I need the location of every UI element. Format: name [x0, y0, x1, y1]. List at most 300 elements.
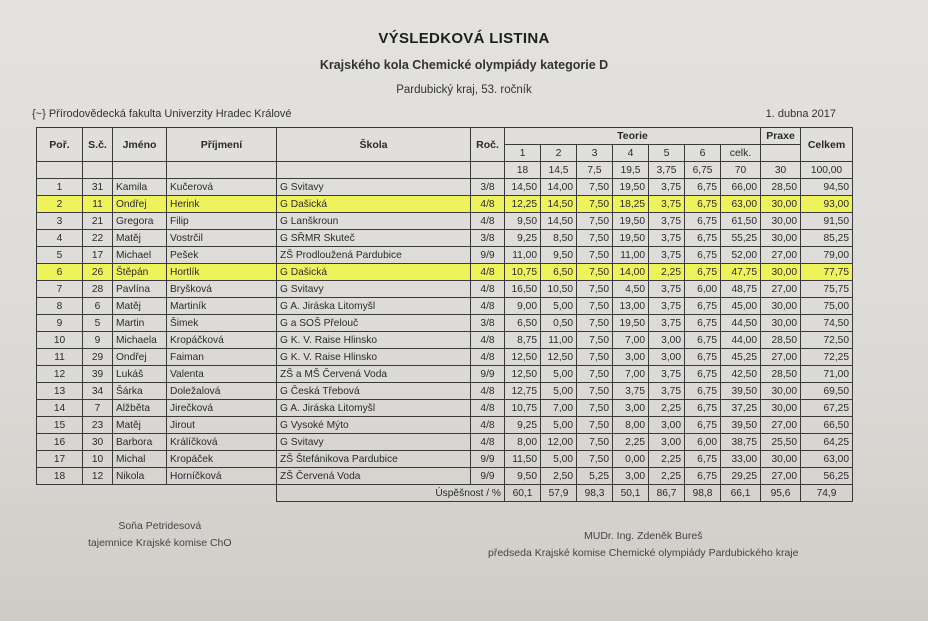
cell-score: 6,00	[685, 281, 721, 298]
cell-sc: 34	[83, 383, 113, 400]
header-theory-sum: celk.	[721, 145, 761, 162]
cell-score: 6,75	[685, 349, 721, 366]
cell-score: 9,00	[505, 298, 541, 315]
cell-score: 6,75	[685, 417, 721, 434]
header-task-2: 2	[541, 145, 577, 162]
cell-last: Hortlík	[167, 264, 277, 281]
cell-score: 5,00	[541, 298, 577, 315]
signature-left-role: tajemnice Krajské komise ChO	[88, 537, 232, 549]
cell-score: 14,00	[541, 179, 577, 196]
header-sc: S.č.	[83, 128, 113, 162]
cell-school: ZŠ Červená Voda	[277, 468, 471, 485]
cell-score: 56,25	[801, 468, 853, 485]
cell-score: 6,75	[685, 264, 721, 281]
cell-year: 9/9	[471, 366, 505, 383]
cell-score: 19,50	[613, 179, 649, 196]
table-header-row	[37, 128, 853, 145]
cell-year: 3/8	[471, 315, 505, 332]
cell-score: 42,50	[721, 366, 761, 383]
success-blank	[37, 485, 277, 502]
cell-score: 45,00	[721, 298, 761, 315]
cell-score: 6,75	[685, 179, 721, 196]
cell-score: 7,50	[577, 400, 613, 417]
cell-school: ZŠ Prodloužená Pardubice	[277, 247, 471, 264]
cell-score: 30,00	[761, 400, 801, 417]
cell-school: G a SOŠ Přelouč	[277, 315, 471, 332]
header-last-name: Příjmení	[167, 128, 277, 162]
cell-rank: 18	[37, 468, 83, 485]
cell-score: 7,50	[577, 264, 613, 281]
cell-sc: 10	[83, 451, 113, 468]
cell-rank: 10	[37, 332, 83, 349]
cell-school: G K. V. Raise Hlinsko	[277, 332, 471, 349]
cell-rank: 6	[37, 264, 83, 281]
success-cell: 60,1	[505, 485, 541, 502]
cell-first: Matěj	[113, 417, 167, 434]
cell-score: 3,75	[649, 247, 685, 264]
cell-score: 71,00	[801, 366, 853, 383]
cell-school: ZŠ a MŠ Červená Voda	[277, 366, 471, 383]
cell-score: 9,25	[505, 417, 541, 434]
header-task-5: 5	[649, 145, 685, 162]
cell-sc: 28	[83, 281, 113, 298]
cell-school: G A. Jiráska Litomyšl	[277, 298, 471, 315]
cell-score: 3,75	[649, 383, 685, 400]
cell-score: 6,75	[685, 315, 721, 332]
table-row	[37, 247, 853, 264]
cell-score: 9,50	[505, 213, 541, 230]
cell-last: Kučerová	[167, 179, 277, 196]
cell-score: 37,25	[721, 400, 761, 417]
cell-first: Ondřej	[113, 349, 167, 366]
table-row	[37, 213, 853, 230]
cell-year: 9/9	[471, 468, 505, 485]
cell-score: 30,00	[761, 264, 801, 281]
maxima-cell: 6,75	[685, 162, 721, 179]
cell-score: 33,00	[721, 451, 761, 468]
cell-rank: 2	[37, 196, 83, 213]
cell-score: 7,50	[577, 383, 613, 400]
cell-score: 79,00	[801, 247, 853, 264]
cell-school: G Svitavy	[277, 179, 471, 196]
cell-sc: 26	[83, 264, 113, 281]
cell-last: Valenta	[167, 366, 277, 383]
cell-score: 7,50	[577, 281, 613, 298]
cell-score: 7,00	[613, 332, 649, 349]
cell-sc: 21	[83, 213, 113, 230]
cell-school: G Svitavy	[277, 434, 471, 451]
cell-score: 5,00	[541, 417, 577, 434]
cell-score: 44,50	[721, 315, 761, 332]
cell-score: 28,50	[761, 179, 801, 196]
cell-sc: 31	[83, 179, 113, 196]
cell-score: 6,75	[685, 366, 721, 383]
page-title: VÝSLEDKOVÁ LISTINA	[378, 30, 550, 47]
date-line: 1. dubna 2017	[765, 108, 836, 120]
cell-score: 6,50	[505, 315, 541, 332]
cell-score: 14,50	[505, 179, 541, 196]
maxima-cell: 14,5	[541, 162, 577, 179]
cell-score: 2,25	[649, 468, 685, 485]
header-theory: Teorie	[505, 128, 761, 145]
cell-score: 3,75	[649, 230, 685, 247]
table-row	[37, 230, 853, 247]
cell-year: 4/8	[471, 383, 505, 400]
cell-score: 27,00	[761, 349, 801, 366]
cell-first: Štěpán	[113, 264, 167, 281]
cell-score: 2,25	[649, 400, 685, 417]
signature-right-role: předseda Krajské komise Chemické olympiády Pardubického kraje	[488, 547, 799, 559]
cell-score: 25,50	[761, 434, 801, 451]
cell-score: 2,50	[541, 468, 577, 485]
page-subtitle: Krajského kola Chemické olympiády kategorie D	[319, 58, 609, 72]
cell-first: Gregora	[113, 213, 167, 230]
cell-rank: 9	[37, 315, 83, 332]
cell-score: 3,00	[649, 434, 685, 451]
results-body	[37, 179, 853, 485]
cell-score: 72,25	[801, 349, 853, 366]
cell-rank: 14	[37, 400, 83, 417]
cell-score: 6,75	[685, 332, 721, 349]
results-table	[36, 127, 853, 502]
cell-score: 5,00	[541, 383, 577, 400]
cell-score: 6,00	[685, 434, 721, 451]
cell-score: 77,75	[801, 264, 853, 281]
maxima-cell: 70	[721, 162, 761, 179]
cell-score: 5,25	[577, 468, 613, 485]
cell-last: Jirečková	[167, 400, 277, 417]
cell-score: 8,50	[541, 230, 577, 247]
cell-score: 3,00	[613, 400, 649, 417]
success-cell: 86,7	[649, 485, 685, 502]
maxima-blank	[471, 162, 505, 179]
cell-score: 66,50	[801, 417, 853, 434]
cell-score: 6,75	[685, 451, 721, 468]
cell-first: Martin	[113, 315, 167, 332]
cell-last: Šimek	[167, 315, 277, 332]
cell-score: 6,75	[685, 230, 721, 247]
cell-first: Nikola	[113, 468, 167, 485]
cell-score: 85,25	[801, 230, 853, 247]
cell-year: 4/8	[471, 196, 505, 213]
table-row	[37, 383, 853, 400]
cell-score: 44,00	[721, 332, 761, 349]
table-row	[37, 434, 853, 451]
maxima-cell: 7,5	[577, 162, 613, 179]
cell-score: 27,00	[761, 417, 801, 434]
cell-year: 4/8	[471, 264, 505, 281]
cell-score: 11,00	[505, 247, 541, 264]
cell-score: 3,00	[613, 349, 649, 366]
header-task-4: 4	[613, 145, 649, 162]
cell-score: 28,50	[761, 366, 801, 383]
maxima-cell: 19,5	[613, 162, 649, 179]
cell-score: 39,50	[721, 417, 761, 434]
cell-sc: 11	[83, 196, 113, 213]
cell-first: Matěj	[113, 230, 167, 247]
cell-score: 6,75	[685, 400, 721, 417]
cell-score: 2,25	[649, 451, 685, 468]
cell-score: 30,00	[761, 213, 801, 230]
cell-score: 6,75	[685, 468, 721, 485]
cell-school: G Svitavy	[277, 281, 471, 298]
cell-score: 9,25	[505, 230, 541, 247]
cell-sc: 5	[83, 315, 113, 332]
cell-school: G Vysoké Mýto	[277, 417, 471, 434]
cell-score: 2,25	[613, 434, 649, 451]
cell-score: 12,50	[505, 349, 541, 366]
maxima-blank	[277, 162, 471, 179]
cell-score: 3,75	[649, 298, 685, 315]
cell-school: G Lanškroun	[277, 213, 471, 230]
header-rank: Poř.	[37, 128, 83, 162]
cell-score: 6,50	[541, 264, 577, 281]
cell-score: 5,00	[541, 451, 577, 468]
cell-year: 9/9	[471, 451, 505, 468]
cell-score: 12,50	[505, 366, 541, 383]
cell-score: 12,25	[505, 196, 541, 213]
cell-rank: 13	[37, 383, 83, 400]
cell-rank: 16	[37, 434, 83, 451]
maxima-cell: 3,75	[649, 162, 685, 179]
cell-year: 4/8	[471, 417, 505, 434]
success-label: Úspěšnost / %	[277, 485, 505, 502]
cell-score: 7,50	[577, 179, 613, 196]
cell-score: 6,75	[685, 196, 721, 213]
cell-rank: 17	[37, 451, 83, 468]
cell-score: 55,25	[721, 230, 761, 247]
cell-last: Bryšková	[167, 281, 277, 298]
cell-score: 8,00	[505, 434, 541, 451]
cell-school: G K. V. Raise Hlinsko	[277, 349, 471, 366]
cell-score: 94,50	[801, 179, 853, 196]
cell-score: 3,75	[649, 196, 685, 213]
cell-score: 3,00	[613, 468, 649, 485]
cell-score: 14,50	[541, 196, 577, 213]
venue-line: {~} Přírodovědecká fakulta Univerzity Hradec Králové	[32, 108, 292, 120]
cell-score: 7,50	[577, 315, 613, 332]
cell-sc: 39	[83, 366, 113, 383]
maxima-cell: 18	[505, 162, 541, 179]
cell-school: G Česká Třebová	[277, 383, 471, 400]
cell-school: ZŠ Štefánikova Pardubice	[277, 451, 471, 468]
cell-score: 3,00	[649, 417, 685, 434]
cell-score: 0,50	[541, 315, 577, 332]
signature-right	[488, 528, 798, 562]
cell-last: Jirout	[167, 417, 277, 434]
header-task-6: 6	[685, 145, 721, 162]
signature-left	[88, 518, 232, 552]
cell-sc: 6	[83, 298, 113, 315]
cell-first: Michael	[113, 247, 167, 264]
table-row	[37, 417, 853, 434]
cell-score: 5,00	[541, 366, 577, 383]
cell-score: 7,50	[577, 349, 613, 366]
cell-first: Barbora	[113, 434, 167, 451]
cell-score: 19,50	[613, 315, 649, 332]
cell-score: 3,75	[613, 383, 649, 400]
cell-year: 4/8	[471, 434, 505, 451]
header-school: Škola	[277, 128, 471, 162]
success-cell: 57,9	[541, 485, 577, 502]
cell-first: Alžběta	[113, 400, 167, 417]
cell-score: 6,75	[685, 247, 721, 264]
cell-score: 63,00	[721, 196, 761, 213]
cell-score: 3,75	[649, 281, 685, 298]
table-row	[37, 400, 853, 417]
cell-score: 3,00	[649, 332, 685, 349]
cell-score: 3,00	[649, 349, 685, 366]
cell-rank: 4	[37, 230, 83, 247]
cell-first: Ondřej	[113, 196, 167, 213]
cell-year: 4/8	[471, 349, 505, 366]
cell-sc: 22	[83, 230, 113, 247]
cell-score: 19,50	[613, 213, 649, 230]
cell-score: 12,00	[541, 434, 577, 451]
cell-score: 30,00	[761, 298, 801, 315]
cell-school: G Dašická	[277, 196, 471, 213]
cell-year: 3/8	[471, 179, 505, 196]
cell-score: 7,50	[577, 230, 613, 247]
cell-score: 13,00	[613, 298, 649, 315]
cell-year: 9/9	[471, 247, 505, 264]
table-row	[37, 366, 853, 383]
cell-score: 7,50	[577, 366, 613, 383]
cell-score: 75,00	[801, 298, 853, 315]
cell-score: 3,75	[649, 366, 685, 383]
cell-last: Králíčková	[167, 434, 277, 451]
cell-score: 29,25	[721, 468, 761, 485]
cell-rank: 1	[37, 179, 83, 196]
header-first-name: Jméno	[113, 128, 167, 162]
region-line: Pardubický kraj, 53. ročník	[396, 84, 532, 96]
cell-score: 10,50	[541, 281, 577, 298]
cell-last: Kropáčková	[167, 332, 277, 349]
cell-score: 6,75	[685, 213, 721, 230]
cell-rank: 3	[37, 213, 83, 230]
cell-rank: 15	[37, 417, 83, 434]
cell-rank: 11	[37, 349, 83, 366]
table-row	[37, 451, 853, 468]
success-cell: 95,6	[761, 485, 801, 502]
cell-first: Kamila	[113, 179, 167, 196]
cell-score: 67,25	[801, 400, 853, 417]
header-task-1: 1	[505, 145, 541, 162]
cell-score: 7,50	[577, 332, 613, 349]
table-row	[37, 196, 853, 213]
cell-score: 3,75	[649, 179, 685, 196]
header-year: Roč.	[471, 128, 505, 162]
cell-score: 0,00	[613, 451, 649, 468]
cell-sc: 12	[83, 468, 113, 485]
cell-score: 7,50	[577, 247, 613, 264]
cell-score: 30,00	[761, 451, 801, 468]
maxima-blank	[37, 162, 83, 179]
cell-score: 27,00	[761, 247, 801, 264]
table-row	[37, 281, 853, 298]
cell-score: 7,50	[577, 298, 613, 315]
cell-score: 38,75	[721, 434, 761, 451]
success-cell: 74,9	[801, 485, 853, 502]
cell-rank: 12	[37, 366, 83, 383]
cell-last: Kropáček	[167, 451, 277, 468]
cell-score: 75,75	[801, 281, 853, 298]
cell-score: 47,75	[721, 264, 761, 281]
header-practice-blank	[761, 145, 801, 162]
cell-score: 3,75	[649, 315, 685, 332]
cell-year: 4/8	[471, 281, 505, 298]
cell-score: 14,50	[541, 213, 577, 230]
table-row	[37, 315, 853, 332]
cell-sc: 30	[83, 434, 113, 451]
cell-year: 4/8	[471, 332, 505, 349]
maxima-blank	[83, 162, 113, 179]
table-row	[37, 179, 853, 196]
cell-last: Doležalová	[167, 383, 277, 400]
table-row	[37, 349, 853, 366]
cell-score: 66,00	[721, 179, 761, 196]
cell-last: Martiník	[167, 298, 277, 315]
cell-first: Michaela	[113, 332, 167, 349]
cell-score: 18,25	[613, 196, 649, 213]
cell-score: 9,50	[505, 468, 541, 485]
cell-score: 6,75	[685, 383, 721, 400]
cell-first: Pavlína	[113, 281, 167, 298]
cell-last: Herink	[167, 196, 277, 213]
header-practice: Praxe	[761, 128, 801, 145]
success-cell: 66,1	[721, 485, 761, 502]
cell-score: 27,00	[761, 468, 801, 485]
cell-score: 61,50	[721, 213, 761, 230]
cell-score: 8,75	[505, 332, 541, 349]
cell-score: 7,50	[577, 451, 613, 468]
header-task-3: 3	[577, 145, 613, 162]
cell-score: 74,50	[801, 315, 853, 332]
cell-score: 12,75	[505, 383, 541, 400]
cell-score: 3,75	[649, 213, 685, 230]
cell-score: 10,75	[505, 400, 541, 417]
cell-year: 4/8	[471, 298, 505, 315]
cell-last: Vostrčil	[167, 230, 277, 247]
success-row	[37, 485, 853, 502]
cell-score: 7,50	[577, 434, 613, 451]
cell-score: 27,00	[761, 281, 801, 298]
cell-score: 9,50	[541, 247, 577, 264]
cell-year: 4/8	[471, 400, 505, 417]
cell-score: 7,00	[541, 400, 577, 417]
cell-last: Faiman	[167, 349, 277, 366]
cell-school: G A. Jiráska Litomyšl	[277, 400, 471, 417]
cell-score: 11,00	[613, 247, 649, 264]
cell-score: 11,50	[505, 451, 541, 468]
maxima-row	[37, 162, 853, 179]
cell-score: 30,00	[761, 383, 801, 400]
signature-left-name: Soňa Petridesová	[118, 520, 202, 532]
maxima-cell: 30	[761, 162, 801, 179]
success-cell: 98,3	[577, 485, 613, 502]
cell-score: 28,50	[761, 332, 801, 349]
cell-last: Horníčková	[167, 468, 277, 485]
cell-score: 12,50	[541, 349, 577, 366]
cell-score: 14,00	[613, 264, 649, 281]
cell-score: 2,25	[649, 264, 685, 281]
success-cell: 98,8	[685, 485, 721, 502]
cell-sc: 7	[83, 400, 113, 417]
success-cell: 50,1	[613, 485, 649, 502]
cell-score: 4,50	[613, 281, 649, 298]
maxima-cell: 100,00	[801, 162, 853, 179]
cell-score: 93,00	[801, 196, 853, 213]
